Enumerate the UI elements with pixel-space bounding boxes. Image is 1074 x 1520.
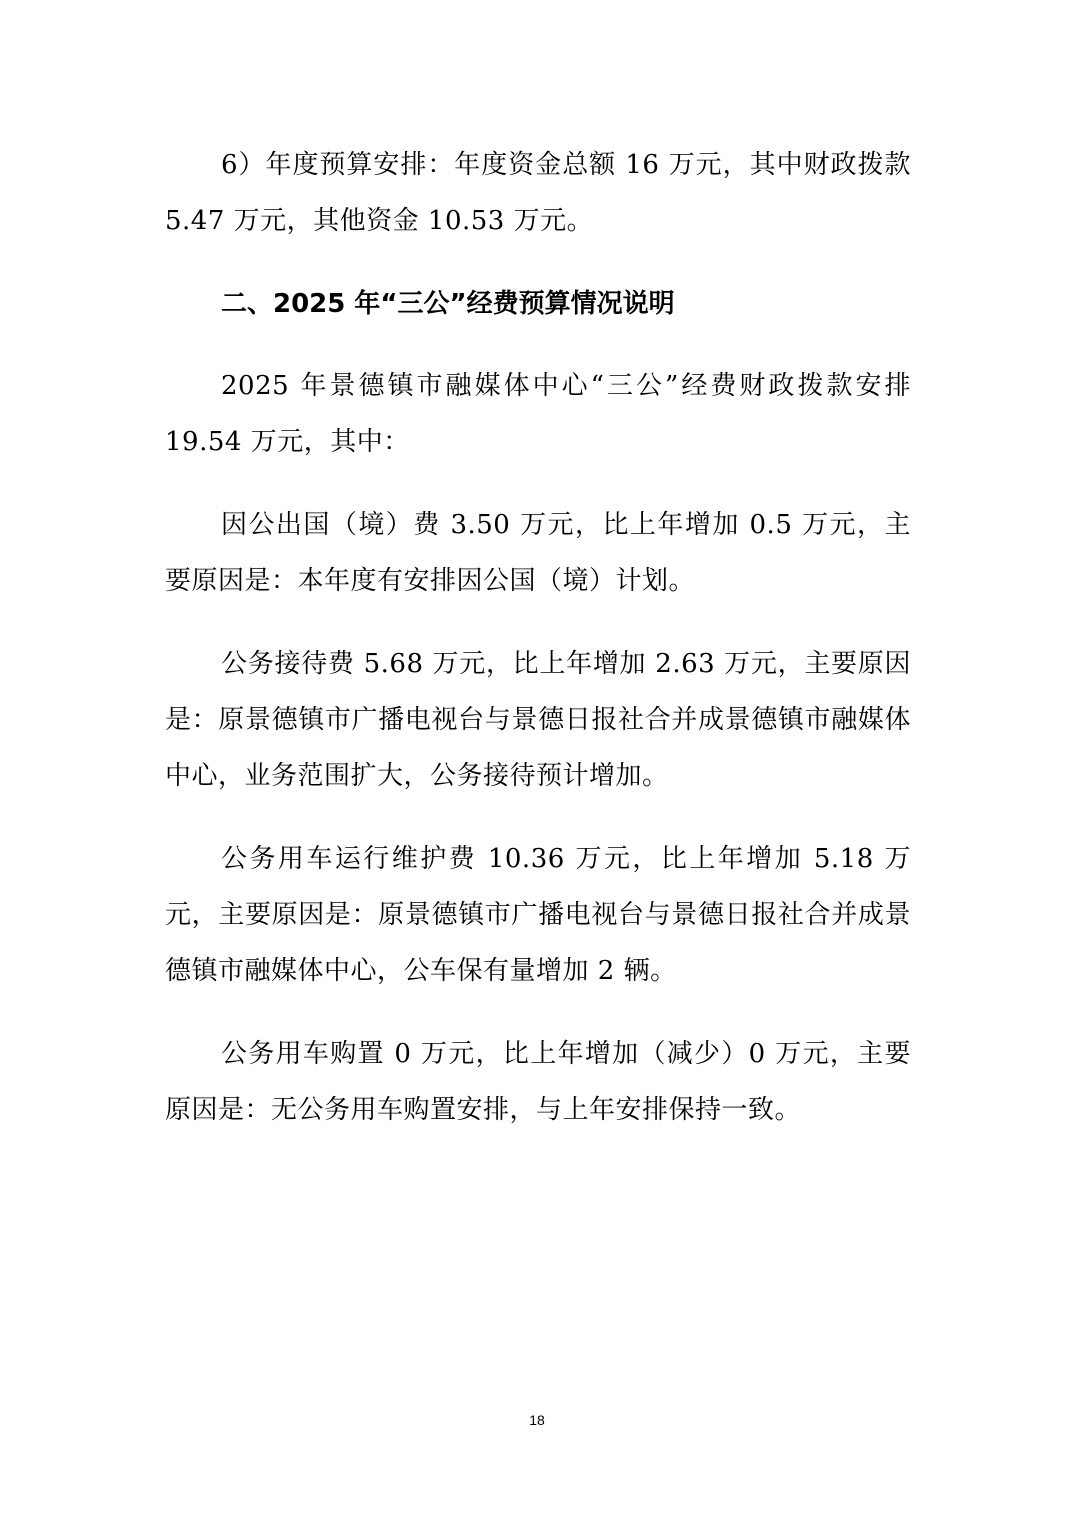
paragraph-annual-budget: 6）年度预算安排：年度资金总额 16 万元，其中财政拨款 5.47 万元，其他资金 10.53 万元。 [165, 150, 911, 236]
document-body [165, 137, 911, 1165]
section-heading-three-public-expenses: 二、2025 年“三公”经费预算情况说明 [221, 289, 675, 319]
paragraph-three-public-total: 2025 年景德镇市融媒体中心“三公”经费财政拨款安排 19.54 万元，其中： [165, 371, 911, 457]
paragraph-vehicle-purchase: 公务用车购置 0 万元，比上年增加（减少）0 万元，主要原因是：无公务用车购置安排，与上年安排保持一致。 [165, 1039, 911, 1125]
paragraph-overseas-travel: 因公出国（境）费 3.50 万元，比上年增加 0.5 万元，主要原因是：本年度有安排因公国（境）计划。 [165, 510, 911, 596]
page-number: 18 [529, 1412, 545, 1428]
paragraph-official-reception: 公务接待费 5.68 万元，比上年增加 2.63 万元，主要原因是：原景德镇市广播电视台与景德日报社合并成景德镇市融媒体中心，业务范围扩大，公务接待预计增加。 [165, 649, 911, 791]
paragraph-vehicle-maintenance: 公务用车运行维护费 10.36 万元，比上年增加 5.18 万元，主要原因是：原景德镇市广播电视台与景德日报社合并成景德镇市融媒体中心，公车保有量增加 2 辆。 [165, 844, 911, 986]
